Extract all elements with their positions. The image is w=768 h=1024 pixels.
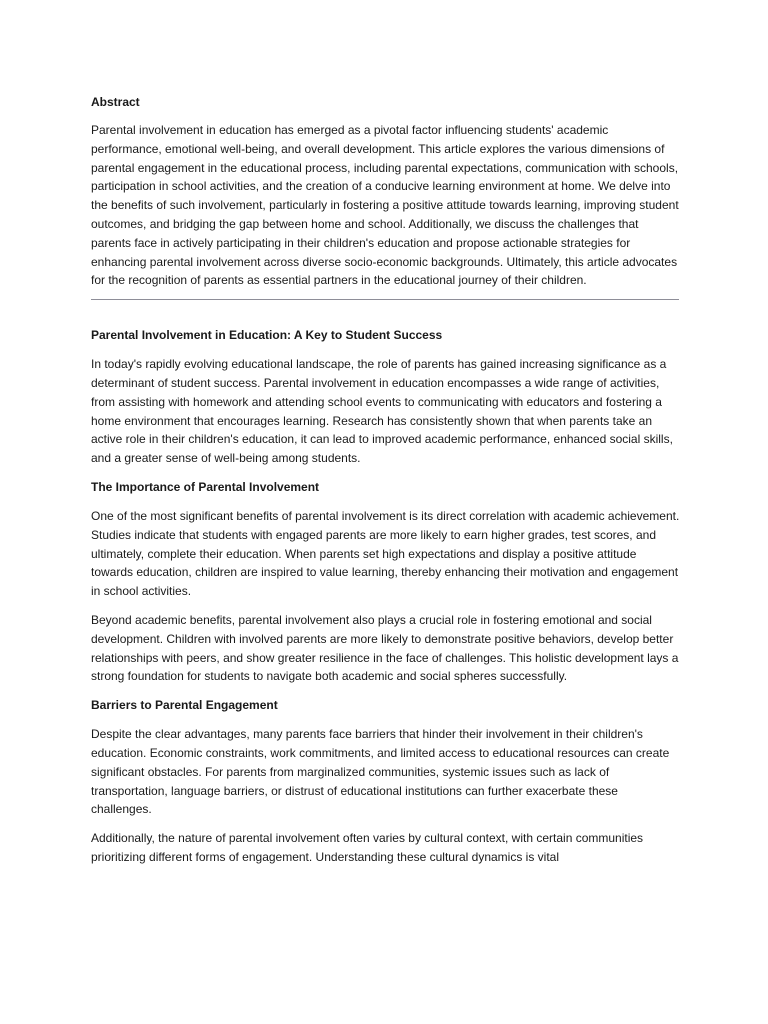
abstract-heading: Abstract: [91, 95, 140, 109]
barriers-paragraph-2: Additionally, the nature of parental involvement often varies by cultural context, with certain communities prioritizing different forms of engagement. Understanding these cultural dynamics is vital: [91, 831, 644, 864]
horizontal-divider: [91, 299, 679, 300]
document-page: [91, 93, 681, 867]
importance-paragraph-1: One of the most significant benefits of parental involvement is its direct correlation with academic achievement. Studies indicate that students with engaged parents are more likely to earn higher grades, test scores, and ultimately, complete their education. When parents set high expectations and display a positive attitude towards education, children are inspired to value learning, thereby enhancing their motivation and engagement in school activities.: [91, 508, 680, 599]
section-heading-barriers: Barriers to Parental Engagement: [91, 698, 278, 713]
abstract-paragraph: Parental involvement in education has emerged as a pivotal factor influencing students' academic performance, emotional well-being, and overall development. This article explores the various dimensions of parental engagement in the educational process, including parental expectations, communication with schools, participation in school activities, and the creation of a conducive learning environment at home. We delve into the benefits of such involvement, particularly in fostering a positive attitude towards learning, improving student outcomes, and bridging the gap between home and school. Additionally, we discuss the challenges that parents face in actively participating in their children's education and propose actionable strategies for enhancing parental involvement across diverse socio-economic backgrounds. Ultimately, this article advocates for the recognition of parents as essential partners in the educational journey of their children.: [91, 123, 679, 288]
article-title: Parental Involvement in Education: A Key to Student Success: [91, 328, 443, 343]
section-heading-importance: The Importance of Parental Involvement: [91, 479, 320, 494]
importance-paragraph-2: Beyond academic benefits, parental involvement also plays a crucial role in fostering emotional and social development. Children with involved parents are more likely to demonstrate positive behaviors, develop better relationships with peers, and show greater resilience in the face of challenges. This holistic development lays a strong foundation for students to navigate both academic and social spheres successfully.: [91, 612, 679, 684]
intro-paragraph: In today's rapidly evolving educational landscape, the role of parents has gained increasing significance as a determinant of student success. Parental involvement in education encompasses a wide range of activities, from assisting with homework and attending school events to communicating with educators and fostering a home environment that encourages learning. Research has consistently shown that when parents take an active role in their children's education, it can lead to improved academic performance, enhanced social skills, and a greater sense of well-being among students.: [91, 357, 673, 466]
barriers-paragraph-1: Despite the clear advantages, many parents face barriers that hinder their involvement in their children's education. Economic constraints, work commitments, and limited access to educational resources can create significant obstacles. For parents from marginalized communities, systemic issues such as lack of transportation, language barriers, or distrust of educational institutions can further exacerbate these challenges.: [91, 727, 670, 817]
